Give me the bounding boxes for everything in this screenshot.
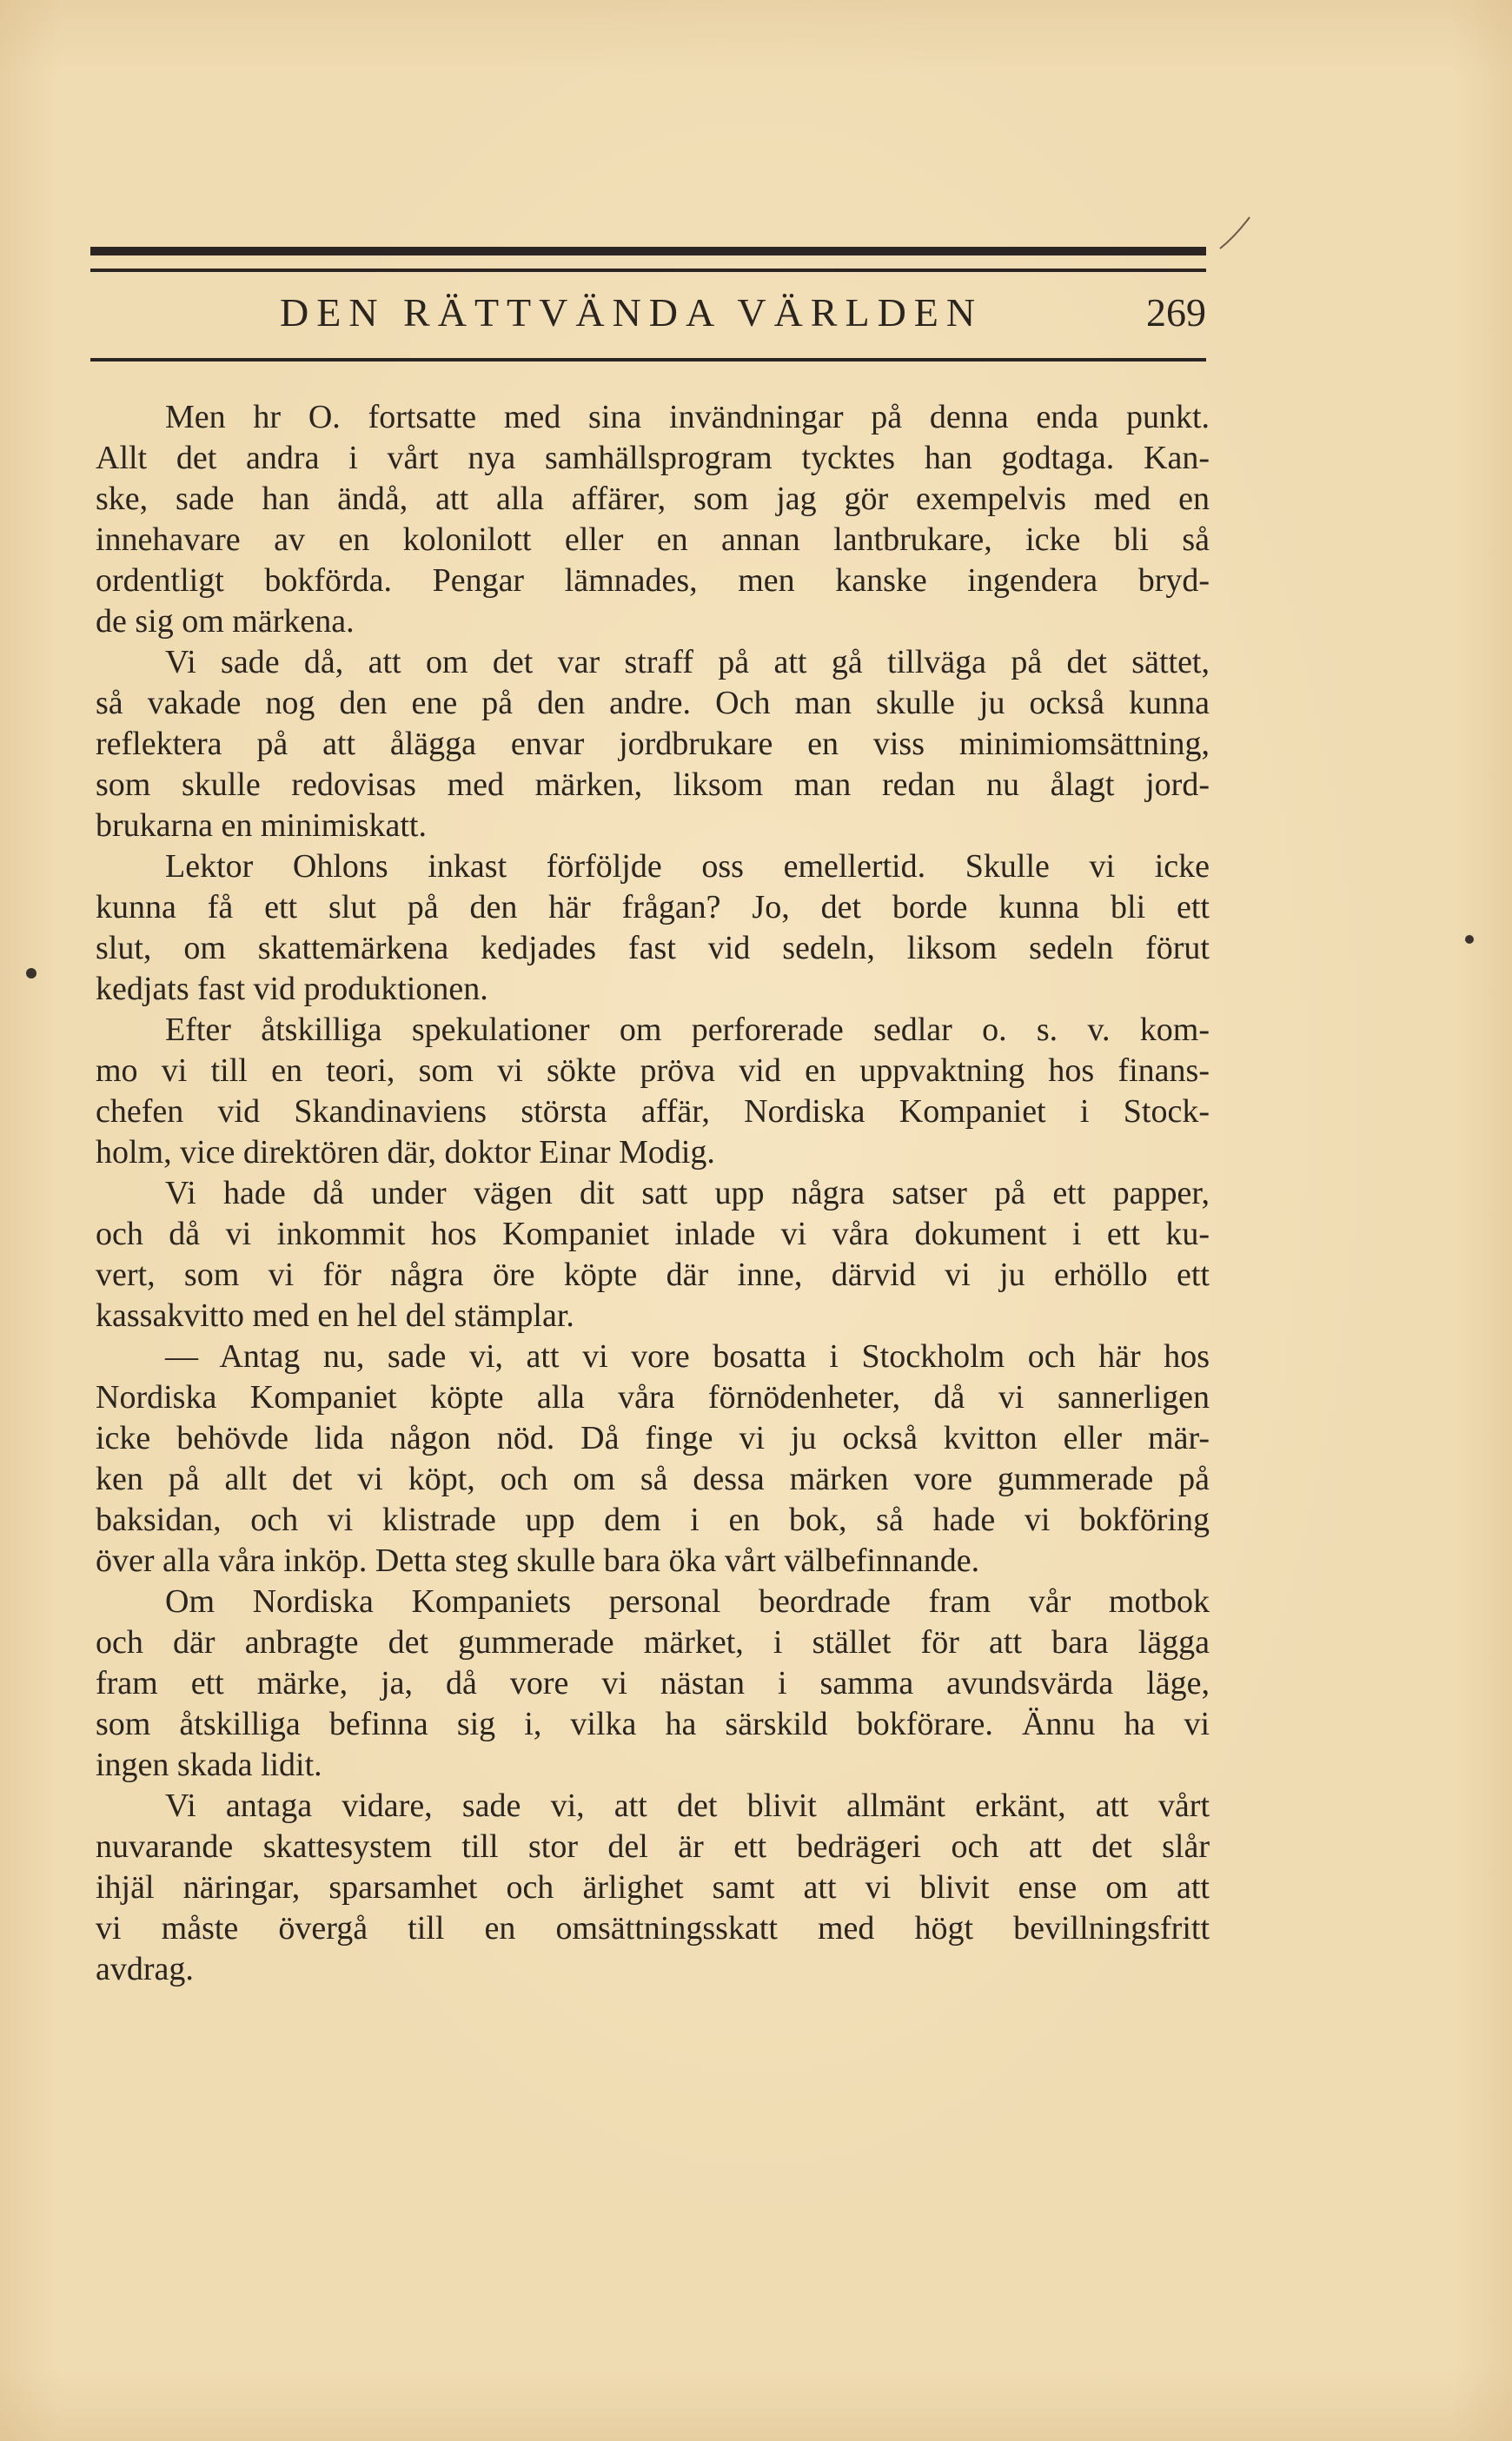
- text-line: ske, sade han ändå, att alla affärer, som jag gör exempelvis med en: [96, 481, 1210, 517]
- text-line: chefen vid Skandinaviens största affär, Nordiska Kompaniet i Stock-: [96, 1093, 1210, 1130]
- header-bottom-rule: [90, 358, 1206, 362]
- text-line: vert, som vi för några öre köpte där inne, därvid vi ju erhöllo ett: [96, 1257, 1210, 1293]
- text-line: Vi sade då, att om det var straff på att gå tillväga på det sättet,: [165, 644, 1210, 680]
- text-line: så vakade nog den ene på den andre. Och man skulle ju också kunna: [96, 685, 1210, 721]
- text-line: Nordiska Kompaniet köpte alla våra förnödenheter, då vi sannerligen: [96, 1379, 1210, 1416]
- text-line: mo vi till en teori, som vi sökte pröva vid en uppvaktning hos finans-: [96, 1052, 1210, 1089]
- text-line: Om Nordiska Kompaniets personal beordrade fram vår motbok: [165, 1583, 1210, 1620]
- text-line: Vi antaga vidare, sade vi, att det blivit allmänt erkänt, att vårt: [165, 1788, 1210, 1824]
- text-line: kassakvitto med en hel del stämplar.: [96, 1297, 574, 1334]
- margin-spot: [26, 968, 36, 978]
- text-line: över alla våra inköp. Detta steg skulle bara öka vårt välbefinnande.: [96, 1542, 980, 1579]
- running-title: DEN RÄTTVÄNDA VÄRLDEN: [280, 290, 984, 335]
- text-line: innehavare av en kolonilott eller en annan lantbrukare, icke bli så: [96, 521, 1210, 558]
- paragraph: [96, 846, 1210, 1010]
- text-line: Allt det andra i vårt nya samhällsprogram tycktes han godtaga. Kan-: [96, 440, 1210, 476]
- text-line: reflektera på att ålägga envar jordbrukare en viss minimiomsättning,: [96, 726, 1210, 762]
- text-line: och då vi inkommit hos Kompaniet inlade vi våra dokument i ett ku-: [96, 1216, 1210, 1252]
- paragraph: [96, 1337, 1210, 1582]
- text-line: som åtskilliga befinna sig i, vilka ha särskild bokförare. Ännu ha vi: [96, 1706, 1210, 1742]
- text-line: ordentligt bokförda. Pengar lämnades, men kanske ingendera bryd-: [96, 562, 1210, 599]
- text-line: Efter åtskilliga spekulationer om perforerade sedlar o. s. v. kom-: [165, 1012, 1210, 1048]
- text-line: Vi hade då under vägen dit satt upp några satser på ett papper,: [165, 1175, 1210, 1211]
- paragraph: [96, 397, 1210, 642]
- text-line: som skulle redovisas med märken, liksom man redan nu ålagt jord-: [96, 766, 1210, 803]
- pencil-tick-mark: [1218, 216, 1253, 250]
- text-line: avdrag.: [96, 1951, 194, 1987]
- header-thick-rule: [90, 247, 1206, 255]
- text-line: ken på allt det vi köpt, och om så dessa märken vore gummerade på: [96, 1461, 1210, 1497]
- paragraph: [96, 642, 1210, 846]
- text-line: Men hr O. fortsatte med sina invändningar på denna enda punkt.: [165, 399, 1210, 435]
- text-line: och där anbragte det gummerade märket, i stället för att bara lägga: [96, 1624, 1210, 1661]
- paragraph: [96, 1786, 1210, 1990]
- text-line: kedjats fast vid produktionen.: [96, 971, 488, 1007]
- text-line: kunna få ett slut på den här frågan? Jo, det borde kunna bli ett: [96, 889, 1210, 925]
- text-line: brukarna en minimiskatt.: [96, 807, 427, 844]
- margin-spot: [1465, 935, 1474, 944]
- page-number: 269: [1146, 290, 1206, 335]
- text-line: slut, om skattemärkena kedjades fast vid sedeln, liksom sedeln förut: [96, 930, 1210, 966]
- text-line: vi måste övergå till en omsättningsskatt med högt bevillningsfritt: [96, 1910, 1210, 1947]
- text-line: nuvarande skattesystem till stor del är ett bedrägeri och att det slår: [96, 1828, 1210, 1865]
- text-line: holm, vice direktören där, doktor Einar Modig.: [96, 1134, 715, 1171]
- text-line: fram ett märke, ja, då vore vi nästan i samma avundsvärda läge,: [96, 1665, 1210, 1701]
- text-line: icke behövde lida någon nöd. Då finge vi ju också kvitton eller mär-: [96, 1420, 1210, 1456]
- text-line: baksidan, och vi klistrade upp dem i en bok, så hade vi bokföring: [96, 1502, 1210, 1538]
- paragraph: [96, 1173, 1210, 1337]
- text-line: de sig om märkena.: [96, 603, 355, 640]
- text-line: ingen skada lidit.: [96, 1747, 322, 1783]
- paragraph: [96, 1582, 1210, 1786]
- text-line: — Antag nu, sade vi, att vi vore bosatta i Stockholm och här hos: [165, 1338, 1210, 1375]
- text-line: Lektor Ohlons inkast förföljde oss emellertid. Skulle vi icke: [165, 848, 1210, 885]
- paragraph: [96, 1010, 1210, 1173]
- text-line: ihjäl näringar, sparsamhet och ärlighet samt att vi blivit ense om att: [96, 1869, 1210, 1906]
- header-thin-rule: [90, 269, 1206, 272]
- body-text: [96, 397, 1210, 1990]
